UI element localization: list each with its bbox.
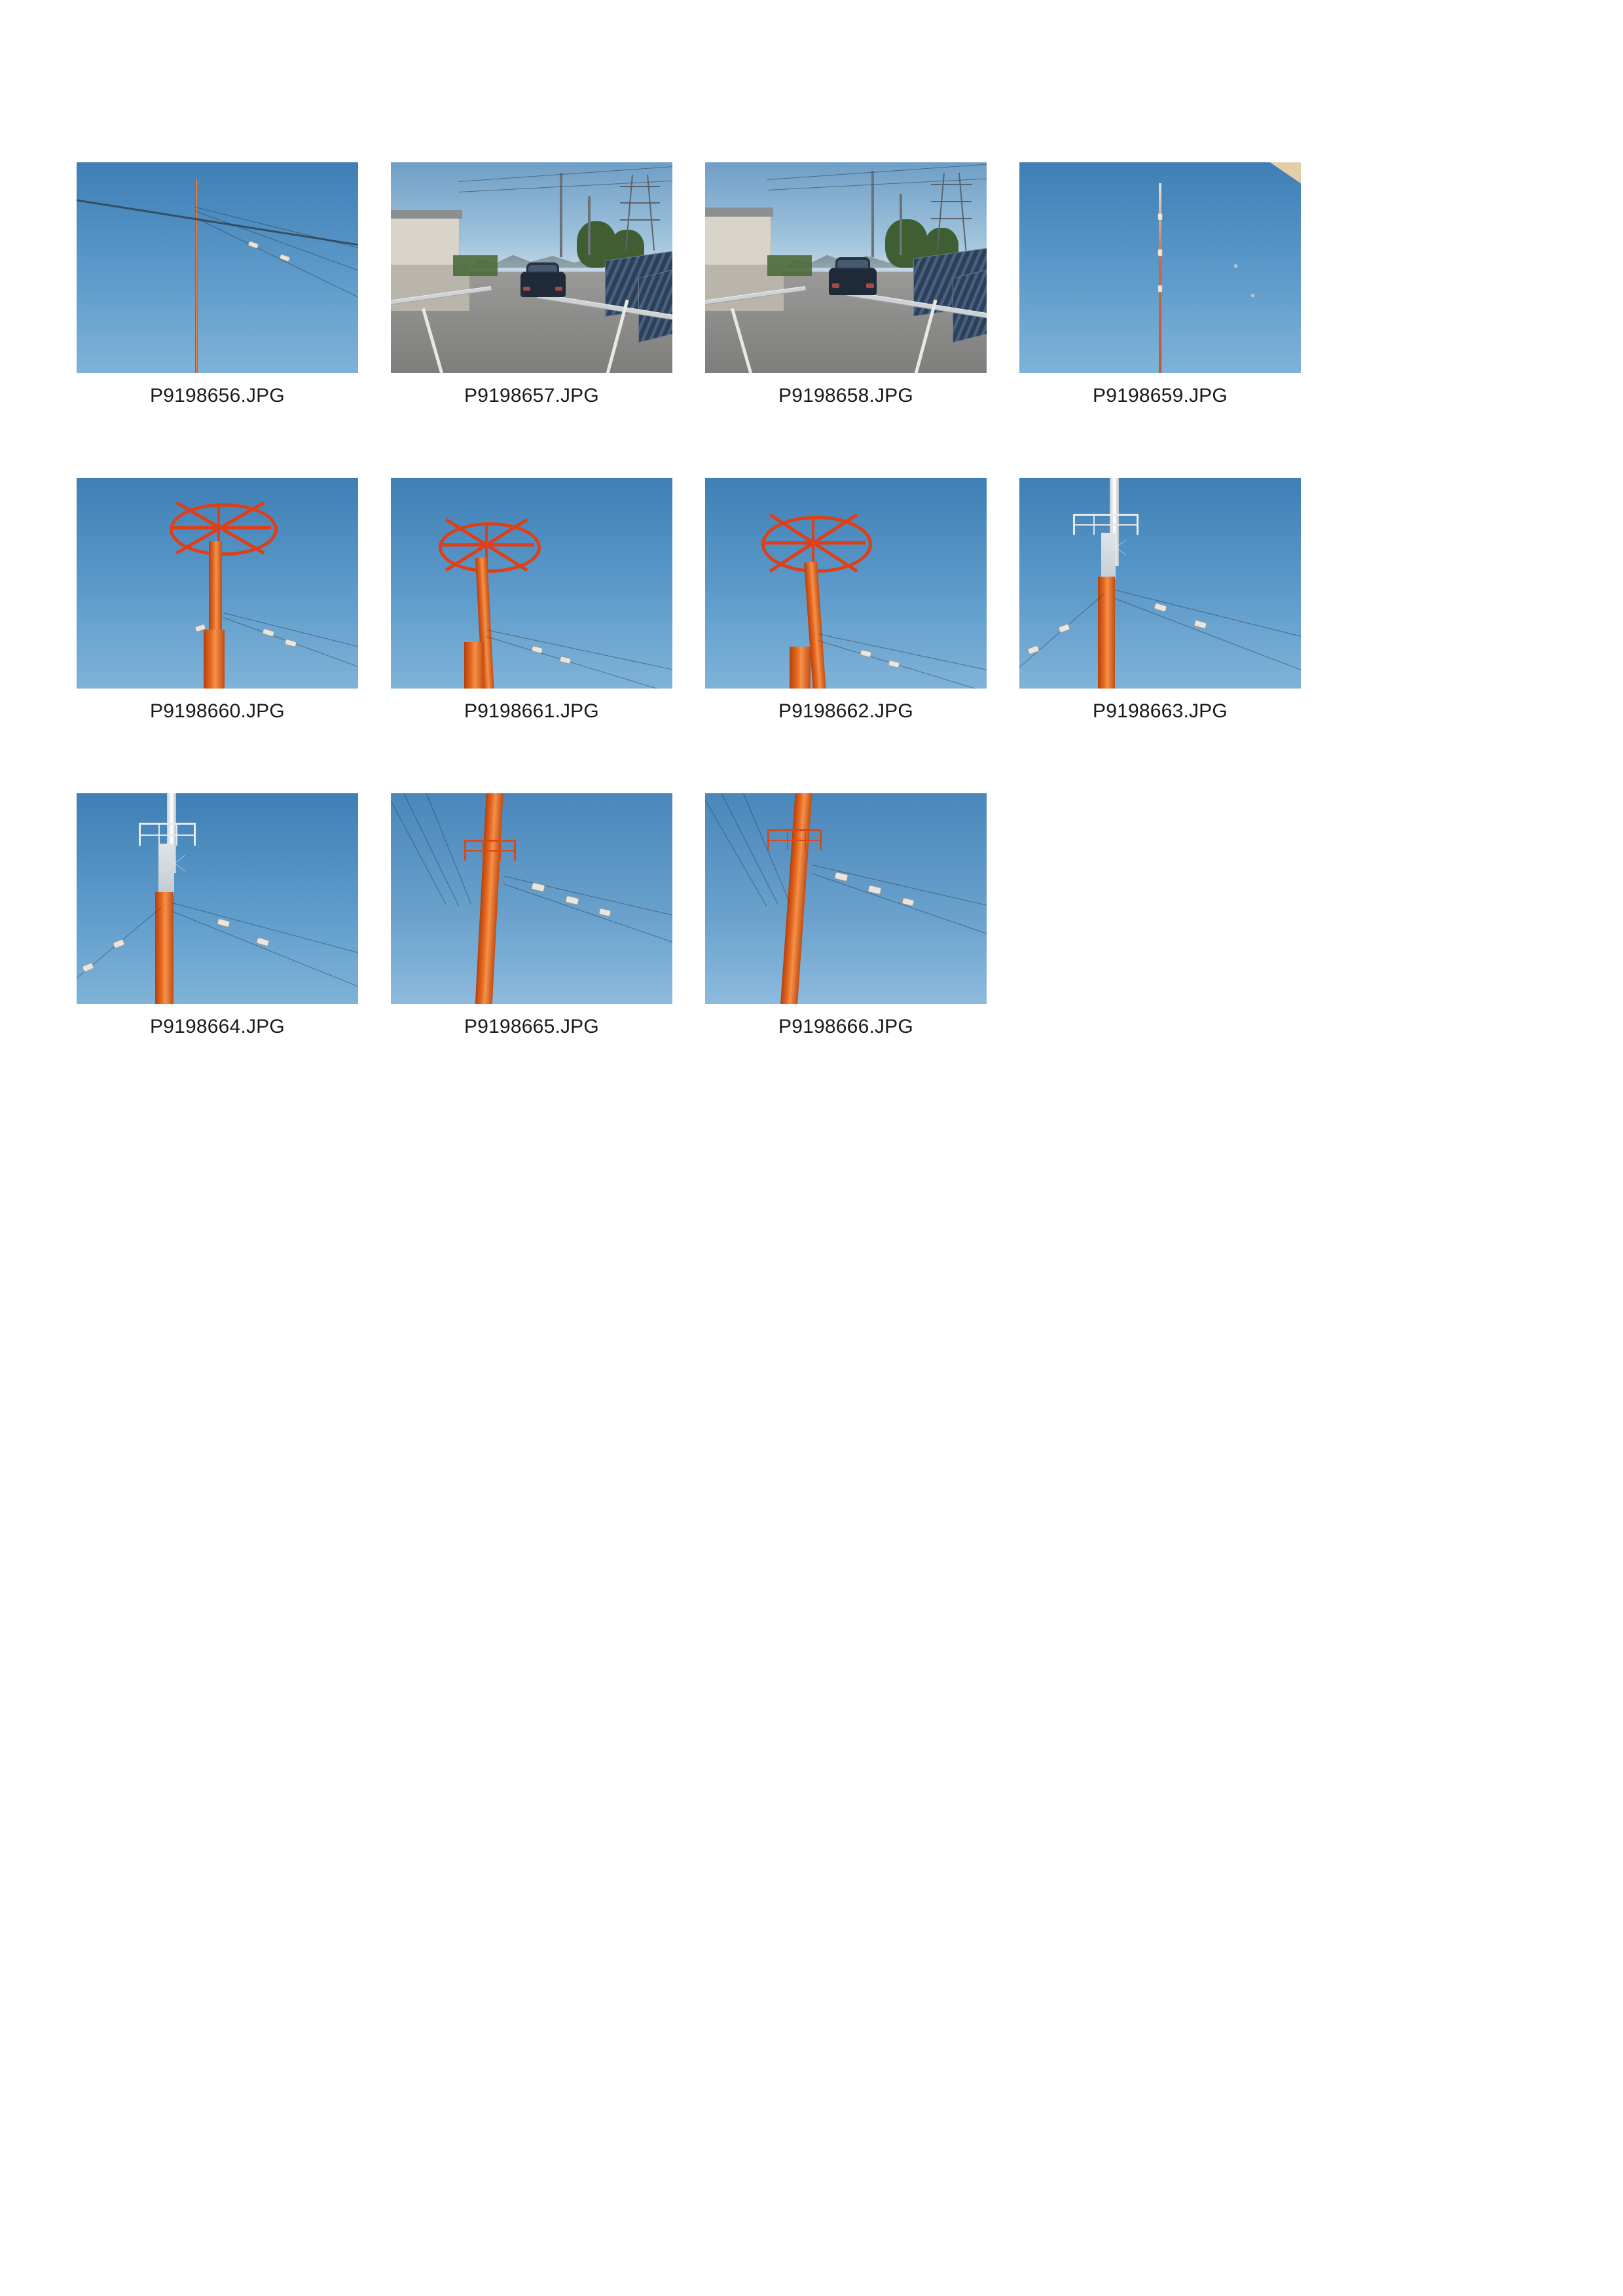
railing-post (1093, 516, 1095, 535)
photo-caption: P9198657.JPG (464, 385, 599, 406)
sky-background (77, 162, 358, 373)
thumbnail-cell[interactable] (1003, 478, 1317, 721)
sky-background (705, 478, 987, 689)
tower-crossarm (620, 202, 661, 204)
car-window (837, 260, 868, 268)
insulator (1233, 264, 1238, 268)
car (829, 268, 877, 295)
thumbnail-cell[interactable] (1003, 162, 1317, 406)
sky-background (705, 793, 987, 1004)
tail-light (523, 287, 530, 291)
platform-railing (139, 823, 196, 846)
solar-panel-array (638, 266, 672, 343)
thumbnail-cell[interactable] (374, 162, 689, 406)
tail-light (832, 283, 840, 288)
photo-caption: P9198665.JPG (464, 1016, 599, 1037)
mast-base-flare (464, 642, 484, 689)
solar-panel-array (953, 266, 987, 343)
contact-sheet (0, 0, 1623, 1109)
thumbnail-grid (60, 162, 1566, 1109)
photo-thumbnail[interactable] (705, 162, 987, 373)
roof (391, 210, 462, 219)
mast-base-flare (790, 647, 811, 689)
utility-pole (560, 173, 562, 257)
tail-light (555, 287, 562, 291)
photo-caption: P9198656.JPG (150, 385, 285, 406)
insulator (1250, 293, 1255, 298)
photo-thumbnail[interactable] (77, 478, 358, 689)
photo-caption: P9198658.JPG (778, 385, 913, 406)
utility-pole (588, 196, 591, 255)
photo-thumbnail[interactable] (705, 793, 987, 1004)
platform-railing (1073, 514, 1139, 535)
railing-bar (466, 850, 514, 852)
railing-post (176, 825, 177, 846)
thumbnail-cell[interactable] (689, 793, 1003, 1037)
car (520, 272, 566, 297)
tower-crossarm (931, 201, 972, 202)
antenna-spoke (812, 518, 814, 568)
railing-post (483, 842, 484, 861)
transmission-tower (627, 175, 653, 251)
railing-post (1112, 516, 1113, 535)
thumbnail-cell[interactable] (60, 478, 374, 721)
roof (705, 207, 773, 217)
photo-caption: P9198661.JPG (464, 700, 599, 722)
photo-thumbnail[interactable] (1019, 478, 1301, 689)
tower-crossarm (620, 219, 661, 221)
photo-thumbnail[interactable] (1019, 162, 1301, 373)
tower-crossarm (931, 218, 972, 219)
transmission-tower (939, 173, 964, 251)
mast-base-flare (204, 630, 225, 689)
insulator (1158, 249, 1163, 257)
thumbnail-cell[interactable] (60, 162, 374, 406)
railing-bar (769, 840, 820, 841)
sky-background (1019, 478, 1301, 689)
railing-post (787, 831, 788, 850)
photo-thumbnail[interactable] (391, 793, 672, 1004)
tail-light (866, 283, 874, 288)
thumbnail-cell[interactable] (689, 162, 1003, 406)
tower-crossarm (620, 186, 661, 187)
railing-bar (1075, 524, 1137, 526)
mast (1098, 577, 1115, 689)
thumbnail-cell[interactable] (374, 793, 689, 1037)
photo-thumbnail[interactable] (391, 478, 672, 689)
photo-thumbnail[interactable] (77, 793, 358, 1004)
platform-railing (464, 840, 516, 861)
thumbnail-cell[interactable] (60, 793, 374, 1037)
utility-pole (900, 194, 902, 255)
railing-post (158, 825, 160, 846)
photo-thumbnail[interactable] (391, 162, 672, 373)
platform-railing (767, 829, 822, 850)
sky-background (391, 478, 672, 689)
photo-caption: P9198663.JPG (1093, 700, 1228, 722)
hedge (767, 255, 812, 276)
mast (195, 179, 198, 373)
photo-caption: P9198659.JPG (1093, 385, 1228, 406)
car-window (528, 265, 557, 272)
railing-post (500, 842, 501, 861)
photo-thumbnail[interactable] (705, 478, 987, 689)
insulator (1158, 213, 1163, 221)
thumbnail-cell[interactable] (374, 478, 689, 721)
hedge (453, 255, 498, 276)
sky-background (391, 793, 672, 1004)
photo-caption: P9198664.JPG (150, 1016, 285, 1037)
photo-caption: P9198662.JPG (778, 700, 913, 722)
insulator (1158, 285, 1163, 293)
sky-background (77, 793, 358, 1004)
railing-post (805, 831, 806, 850)
photo-caption: P9198666.JPG (778, 1016, 913, 1037)
photo-caption: P9198660.JPG (150, 700, 285, 722)
railing-bar (141, 834, 194, 836)
tower-crossarm (931, 184, 972, 185)
mast (1159, 183, 1161, 373)
photo-thumbnail[interactable] (77, 162, 358, 373)
thumbnail-cell[interactable] (689, 478, 1003, 721)
